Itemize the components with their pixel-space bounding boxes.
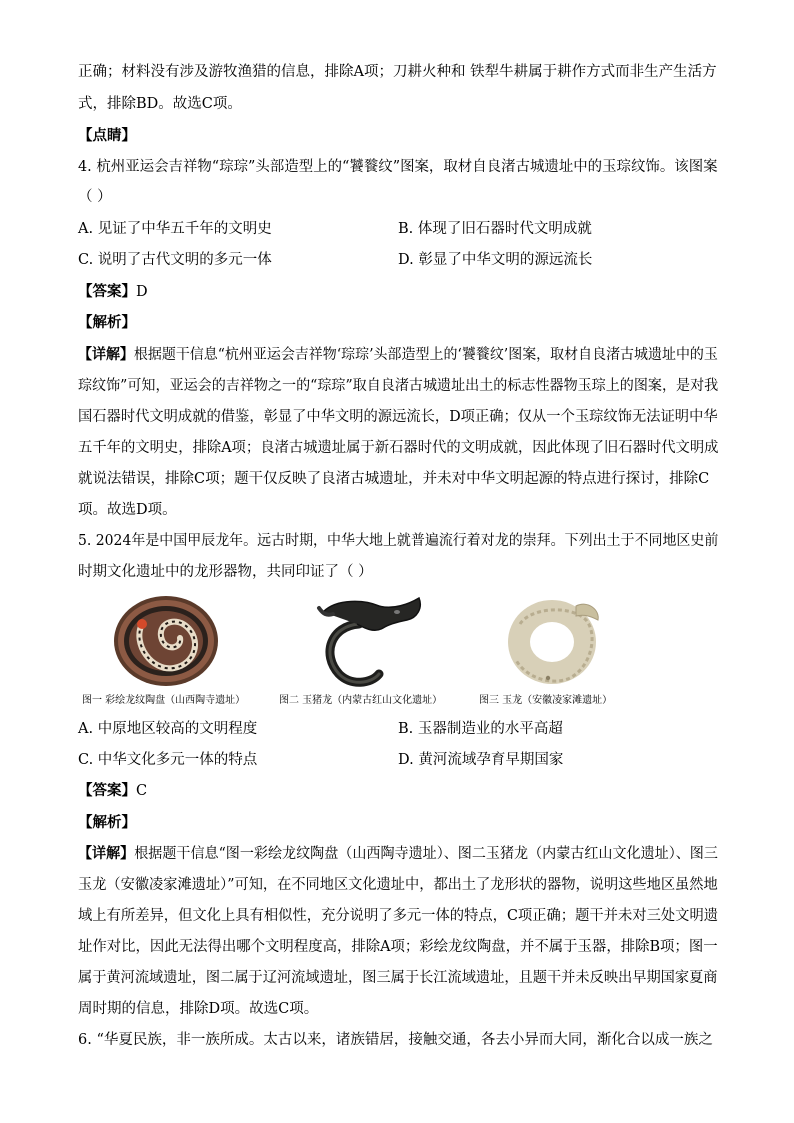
q5-stem-line-1: 5. 2024年是中国甲辰龙年。远古时期，中华大地上就普遍流行着对龙的崇拜。下列出土于不同地区史前 xyxy=(78,533,719,549)
answer-tag: 【答案】 xyxy=(78,782,136,799)
q4-detail-line-2: 琮纹饰”可知，亚运会的吉祥物之一的“琮琮”取自良渚古城遗址出土的标志性器物玉琮上的图案，是对我 xyxy=(78,378,719,394)
q4-detail-line-4: 五千年的文明史，排除A项；良渚古城遗址属于新石器时代的文明成就，因此体现了旧石器时代文明成 xyxy=(78,440,719,456)
detail-text: 根据题干信息“杭州亚运会吉祥物‘琮琮’头部造型上的‘饕餮纹’图案，取材自良渚古城遗址中的玉 xyxy=(133,347,718,363)
q5-detail-line-5: 属于黄河流域遗址，图二属于辽河流域遗址，图三属于长江流域遗址，且题干并未反映出早期国家夏商 xyxy=(78,970,718,986)
q4-stem-line-2: （ ） xyxy=(78,189,112,205)
q5-option-a: A. 中原地区较高的文明程度 xyxy=(78,721,258,737)
q4-detail-line-3: 国石器时代文明成就的借鉴，彰显了中华文明的源远流长，D项正确；仅从一个玉琮纹饰无法证明中华 xyxy=(78,409,718,425)
painted-dragon-plate-image xyxy=(112,594,220,688)
q4-answer xyxy=(78,282,148,302)
q5-option-d: D. 黄河流域孕育早期国家 xyxy=(398,752,564,768)
q5-stem-line-2: 时期文化遗址中的龙形器物，共同印证了（ ） xyxy=(78,564,373,580)
q4-stem-line-1: 4. 杭州亚运会吉祥物“琮琮”头部造型上的“饕餮纹”图案，取材自良渚古城遗址中的玉琮纹饰。该图案 xyxy=(78,159,718,175)
detail-text: 根据题干信息“图一彩绘龙纹陶盘（山西陶寺遗址）、图二玉猪龙（内蒙古红山文化遗址）、图三 xyxy=(134,846,718,862)
q5-detail-line-2: 玉龙（安徽凌家滩遗址）”可知，在不同地区文化遗址中，都出土了龙形状的器物，说明这些地区虽然地 xyxy=(78,877,718,893)
detail-tag: 【详解】 xyxy=(78,845,135,862)
answer-value: C xyxy=(136,783,148,799)
q4-option-a: A. 见证了中华五千年的文明史 xyxy=(78,221,272,237)
q5-option-b: B. 玉器制造业的水平高超 xyxy=(398,721,563,737)
q5-answer xyxy=(78,781,147,801)
q5-option-c: C. 中华文化多元一体的特点 xyxy=(78,752,258,768)
q5-detail-line-3: 域上有所差异，但文化上具有相似性，充分说明了多元一体的特点，C项正确；题干并未对三处文明遗 xyxy=(78,908,719,924)
q4-option-b: B. 体现了旧石器时代文明成就 xyxy=(398,221,592,237)
dianjing-heading: 【点睛】 xyxy=(78,127,136,144)
q5-detail-line-6: 周时期的信息，排除D项。故选C项。 xyxy=(78,1001,319,1017)
figure-3-caption: 图三 玉龙（安徽凌家滩遗址） xyxy=(479,695,613,706)
q3-text-line-1: 正确；材料没有涉及游牧渔猎的信息，排除A项；刀耕火种和 铁犁牛耕属于耕作方式而非生产生活方 xyxy=(78,64,717,80)
q4-detail-line-5: 就说法错误，排除C项；题干仅反映了良渚古城遗址，并未对中华文明起源的特点进行探讨，排除C xyxy=(78,471,710,487)
q3-text-line-2: 式，排除BD。故选C项。 xyxy=(78,96,242,112)
answer-tag: 【答案】 xyxy=(78,283,136,300)
q5-detail-line-4: 址作对比，因此无法得出哪个文明程度高，排除A项；彩绘龙纹陶盘，并不属于玉器，排除B项；图一 xyxy=(78,939,718,955)
figure-2-caption: 图二 玉猪龙（内蒙古红山文化遗址） xyxy=(279,695,443,706)
q5-detail-line-1 xyxy=(78,844,718,864)
answer-value: D xyxy=(136,284,148,300)
q4-detail-line-6: 项。故选D项。 xyxy=(78,502,177,518)
q4-option-d: D. 彰显了中华文明的源远流长 xyxy=(398,252,593,268)
figure-1-caption: 图一 彩绘龙纹陶盘（山西陶寺遗址） xyxy=(82,695,246,706)
q4-detail-line-1 xyxy=(78,345,718,365)
q4-option-c: C. 说明了古代文明的多元一体 xyxy=(78,252,272,268)
q6-stem-line-1: 6. “华夏民族，非一族所成。太古以来，诸族错居，接触交通，各去小异而大同，渐化合以成一族之 xyxy=(78,1032,713,1048)
q5-analysis-heading: 【解析】 xyxy=(78,814,136,831)
jade-dragon-image xyxy=(500,594,606,690)
q4-analysis-heading: 【解析】 xyxy=(78,314,136,331)
detail-tag: 【详解】 xyxy=(78,346,134,363)
jade-pig-dragon-image xyxy=(313,594,431,690)
